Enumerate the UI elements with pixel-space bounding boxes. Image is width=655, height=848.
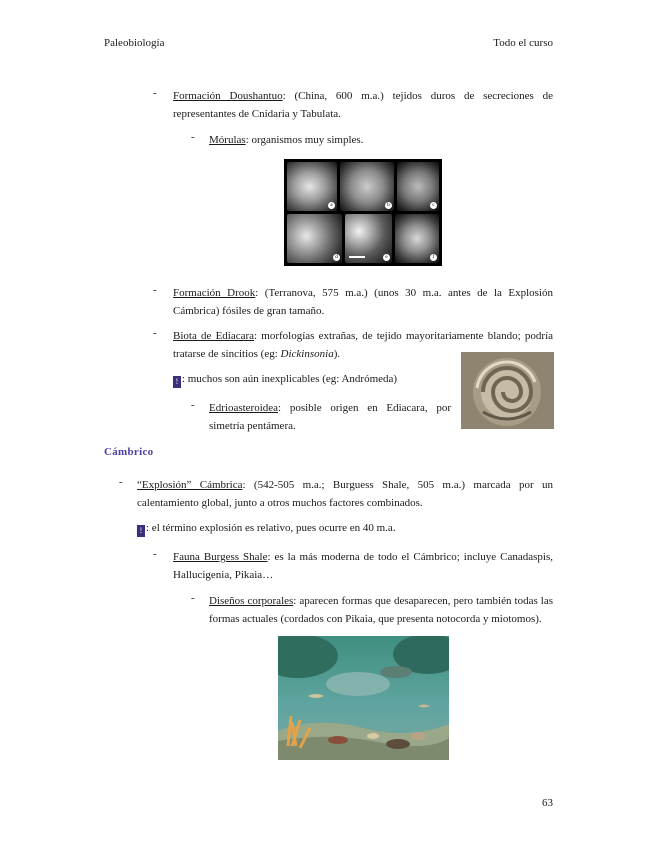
- bullet-dash: -: [153, 548, 157, 560]
- term-ediacara: Biota de Ediacara: [173, 330, 255, 342]
- fossil-photo: [461, 352, 554, 429]
- morulas-figure: [284, 159, 442, 266]
- warning-icon: !: [173, 376, 181, 388]
- panel-label: b: [385, 202, 392, 209]
- bullet-dash: -: [119, 476, 123, 488]
- item-morulas: [209, 131, 553, 149]
- panel-label: d: [333, 254, 340, 261]
- panel-label: f: [430, 254, 437, 261]
- text-ediacara: : morfologías extrañas, de tejido mayoritariamente blando; podría tratarse de sincitios (eg:: [173, 330, 554, 360]
- note-andromeda: [173, 370, 453, 388]
- morula-image: [287, 162, 337, 211]
- term-disenos: Diseños corporales: [209, 595, 294, 607]
- bullet-dash: -: [191, 131, 195, 143]
- morula-image: [397, 162, 439, 211]
- underwater-scene: [278, 636, 449, 760]
- bullet-dash: -: [153, 284, 157, 296]
- header-right: Todo el curso: [493, 37, 553, 49]
- panel-label: e: [383, 254, 390, 261]
- term-explosion: “Explosión” Cámbrica: [137, 479, 243, 491]
- text-doushantuo: : (China, 600 m.a.) tejidos duros de secreciones de representantes de Cnidaria y Tabulata.: [173, 90, 553, 120]
- term-doushantuo: Formación Doushantuo: [173, 90, 283, 102]
- text-drook: : (Terranova, 575 m.a.) (unos 30 m.a. antes de la Explosión Cámbrica) fósiles de gran tamaño.: [173, 287, 553, 317]
- item-disenos: [209, 592, 553, 628]
- section-title-cambrico: Cámbrico: [104, 446, 154, 458]
- term-drook: Formación Drook: [173, 287, 256, 299]
- text-burgess: : es la más moderna de todo el Cámbrico; incluye Canadaspis, Hallucigenia, Pikaia…: [173, 551, 553, 581]
- note-explosion: [137, 519, 553, 537]
- panel-label: a: [328, 202, 335, 209]
- morula-image: [340, 162, 394, 211]
- morula-image: [395, 214, 439, 263]
- text-morulas: : organismos muy simples.: [245, 134, 364, 146]
- item-drook: [173, 284, 553, 320]
- warning-icon: !: [137, 525, 145, 537]
- morula-image: [287, 214, 342, 263]
- item-edrioasteroidea: [209, 399, 451, 435]
- term-morulas: Mórulas: [209, 134, 246, 146]
- item-explosion: [137, 476, 553, 512]
- bullet-dash: -: [191, 592, 195, 604]
- term-burgess: Fauna Burgess Shale: [173, 551, 268, 563]
- scale-bar: [349, 256, 365, 258]
- morula-image: [345, 214, 392, 263]
- bullet-dash: -: [191, 399, 195, 411]
- note-text: : el término explosión es relativo, pues ocurre en 40 m.a.: [146, 522, 396, 534]
- header-left: Paleobiología: [104, 37, 165, 49]
- burgess-reconstruction-image: [278, 636, 449, 760]
- bullet-dash: -: [153, 87, 157, 99]
- term-edrioasteroidea: Edrioasteroidea: [209, 402, 279, 414]
- bullet-dash: -: [153, 327, 157, 339]
- panel-label: c: [430, 202, 437, 209]
- text-ediacara-tail: ).: [333, 348, 341, 360]
- item-burgess: [173, 548, 553, 584]
- fossil-spiral: [461, 352, 554, 429]
- text-explosion: : (542-505 m.a.; Burguess Shale, 505 m.a.) marcada por un calentamiento global, junto a otros muchos factores combinados.: [137, 479, 554, 509]
- italic-dickinsonia: Dickinsonia: [280, 348, 334, 360]
- text-edrioasteroidea: : posible origen en Ediacara, por simetría pentámera.: [209, 402, 451, 432]
- note-text: : muchos son aún inexplicables (eg: Andrómeda): [182, 373, 398, 385]
- item-doushantuo: [173, 87, 553, 123]
- page-number: 63: [542, 797, 553, 809]
- text-disenos: : aparecen formas que desaparecen, pero también todas las formas actuales (cordados con Pikaia, que presenta notocorda y miotomos).: [209, 595, 553, 625]
